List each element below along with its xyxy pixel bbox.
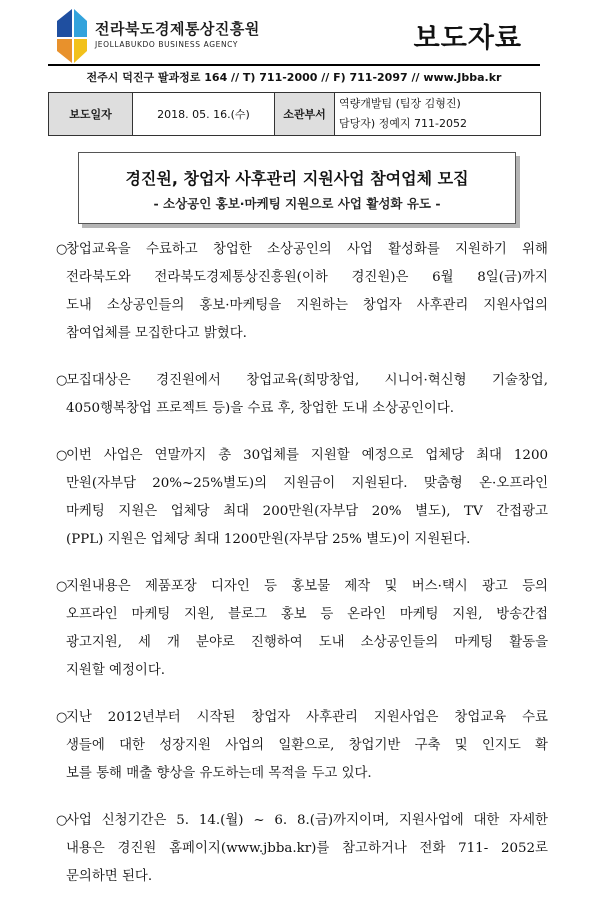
org-name: 전라북도경제통상진흥원 [95, 20, 260, 38]
headline-title: 경진원, 창업자 사후관리 지원사업 참여업체 모집 [125, 169, 469, 188]
release-date-value: 2018. 05. 16.(수) [133, 93, 275, 136]
paragraph-line: 생들에 대한 성장지원 사업의 일환으로, 창업기반 구축 및 인지도 확 [66, 738, 548, 753]
release-date-label: 보도일자 [49, 93, 133, 136]
paragraph [56, 236, 548, 348]
org-name-english: JEOLLABUKDO BUSINESS AGENCY [95, 40, 239, 49]
press-release-label: 보도자료 [413, 23, 522, 54]
paragraph-line: 4050행복창업 프로젝트 등)을 수료 후, 창업한 도내 소상공인이다. [66, 401, 455, 416]
paragraph-line: 창업교육을 수료하고 창업한 소상공인의 사업 활성화를 지원하기 위해 [66, 242, 548, 257]
headline-subtitle: - 소상공인 홍보·마케팅 지원으로 사업 활성화 유도 - [153, 196, 441, 211]
paragraph-line: (PPL) 지원은 업체당 최대 1200만원(자부담 25% 별도)이 지원된다. [66, 532, 471, 547]
paragraph [56, 807, 548, 891]
paragraph-line: 모집대상은 경진원에서 창업교육(희망창업, 시니어·혁신형 기술창업, [66, 373, 548, 388]
agency-logo-icon [55, 7, 89, 65]
paragraph-line: 문의하면 된다. [66, 869, 153, 884]
paragraph-line: 사업 신청기간은 5. 14.(월) ~ 6. 8.(금)까지이며, 지원사업에 대한 자세한 [66, 813, 548, 828]
bullet-icon: ○ [56, 813, 68, 828]
paragraph-line: 만원(자부담 20%~25%별도)의 지원금이 지원된다. 맞춤형 온·오프라인 [66, 476, 548, 491]
bullet-icon: ○ [56, 448, 68, 463]
paragraph [56, 367, 548, 423]
paragraph-line: 지난 2012년부터 시작된 창업자 사후관리 지원사업은 창업교육 수료 [66, 710, 548, 725]
paragraph-line: 전라북도와 전라북도경제통상진흥원(이하 경진원)은 6월 8일(금)까지 [66, 270, 548, 285]
paragraph-line: 내용은 경진원 홈페이지(www.jbba.kr)를 참고하거나 전화 711- 2052로 [66, 841, 548, 856]
paragraph-line: 보를 통해 매출 향상을 유도하는데 목적을 두고 있다. [66, 766, 372, 781]
department-team: 역량개발팀 (팀장 김형진) [339, 97, 461, 110]
department-label: 소관부서 [275, 93, 335, 136]
paragraph-line: 지원내용은 제품포장 디자인 등 홍보물 제작 및 버스·택시 광고 등의 [66, 579, 548, 594]
release-info-table [48, 92, 541, 136]
paragraph [56, 573, 548, 685]
header-divider [48, 64, 540, 66]
bullet-icon: ○ [56, 579, 68, 594]
paragraph [56, 442, 548, 554]
release-body [56, 236, 548, 910]
bullet-icon: ○ [56, 242, 68, 257]
bullet-icon: ○ [56, 373, 68, 388]
paragraph-line: 지원할 예정이다. [66, 663, 166, 678]
paragraph-line: 마케팅 지원은 업체당 최대 200만원(자부담 20% 별도), TV 간접광고 [66, 504, 548, 519]
department-staff: 담당자) 정예지 711-2052 [339, 117, 467, 130]
paragraph-line: 광고지원, 세 개 분야로 진행하여 도내 소상공인들의 마케팅 활동을 [66, 635, 548, 650]
page-header [0, 0, 600, 66]
headline-box [78, 152, 516, 224]
department-contact [335, 93, 541, 136]
bullet-icon: ○ [56, 710, 68, 725]
contact-address-line: 전주시 덕진구 팔과정로 164 // T) 711-2000 // F) 711-2097 // www.Jbba.kr [86, 71, 502, 84]
paragraph-line: 참여업체를 모집한다고 밝혔다. [66, 326, 247, 341]
paragraph-line: 오프라인 마케팅 지원, 블로그 홍보 등 온라인 마케팅 지원, 방송간접 [66, 607, 548, 622]
paragraph-line: 도내 소상공인들의 홍보·마케팅을 지원하는 창업자 사후관리 지원사업의 [66, 298, 548, 313]
paragraph [56, 704, 548, 788]
paragraph-line: 이번 사업은 연말까지 총 30업체를 지원할 예정으로 업체당 최대 1200 [66, 448, 548, 463]
